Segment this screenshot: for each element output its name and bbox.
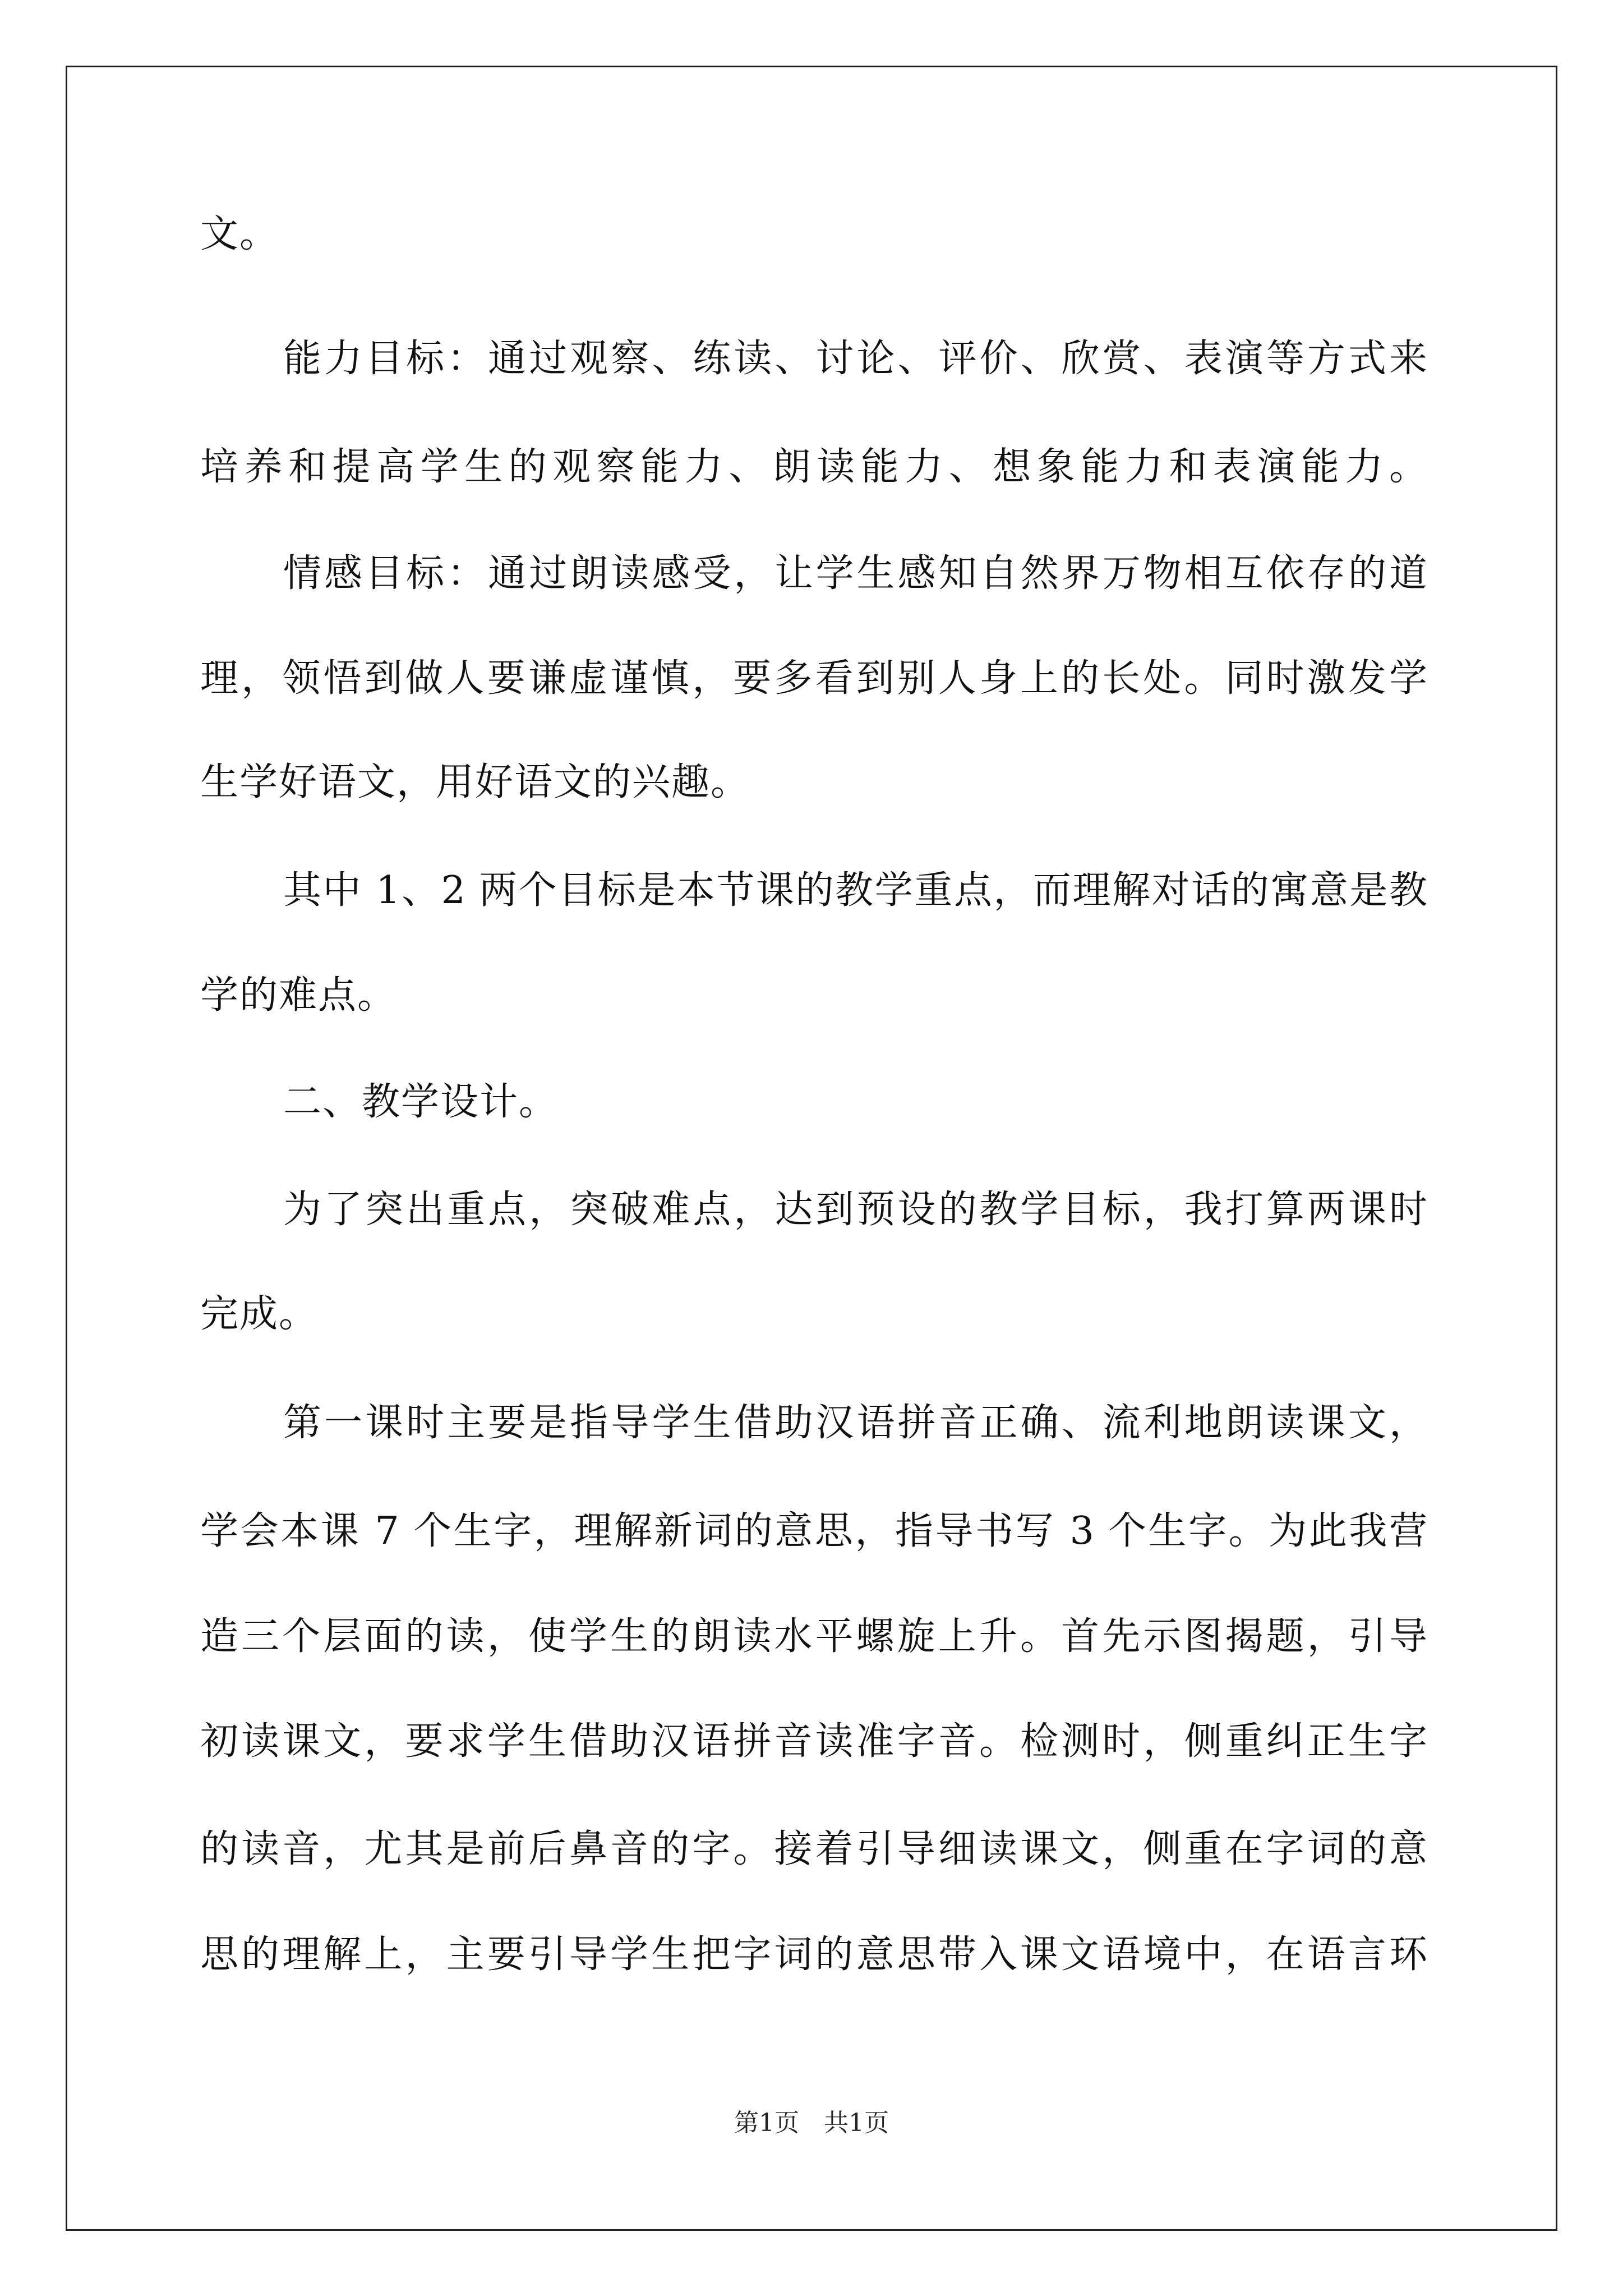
text-line: 学会本课 7 个生字，理解新词的意思，指导书写 3 个生字。为此我营 [200, 1509, 1427, 1553]
page-number-footer: 第1页 共1页 [734, 2109, 889, 2137]
text-line: 能力目标：通过观察、练读、讨论、评价、欣赏、表演等方式来 [283, 337, 1427, 381]
text-line: 情感目标：通过朗读感受，让学生感知自然界万物相互依存的道 [283, 551, 1427, 596]
text-line: 造三个层面的读，使学生的朗读水平螺旋上升。首先示图揭题，引导 [200, 1614, 1427, 1659]
text-line: 第一课时主要是指导学生借助汉语拼音正确、流利地朗读课文， [283, 1401, 1427, 1445]
text-line: 为了突出重点，突破难点，达到预设的教学目标，我打算两课时 [283, 1188, 1427, 1232]
text-line: 理，领悟到做人要谦虚谨慎，要多看到别人身上的长处。同时激发学 [200, 656, 1427, 701]
text-line: 二、教学设计。 [283, 1080, 559, 1124]
text-line: 的读音，尤其是前后鼻音的字。接着引导细读课文，侧重在字词的意 [200, 1827, 1427, 1871]
text-line: 培养和提高学生的观察能力、朗读能力、想象能力和表演能力。 [200, 445, 1427, 489]
text-line: 文。 [200, 212, 279, 256]
text-line: 思的理解上，主要引导学生把字词的意思带入课文语境中，在语言环 [200, 1932, 1427, 1977]
page-border [66, 66, 1557, 2231]
text-line: 其中 1、2 两个目标是本节课的教学重点，而理解对话的寓意是教 [283, 868, 1427, 913]
text-line: 初读课文，要求学生借助汉语拼音读准字音。检测时，侧重纠正生字 [200, 1719, 1427, 1764]
text-line: 生学好语文，用好语文的兴趣。 [200, 760, 750, 804]
text-line: 学的难点。 [200, 973, 397, 1018]
text-line: 完成。 [200, 1292, 319, 1336]
